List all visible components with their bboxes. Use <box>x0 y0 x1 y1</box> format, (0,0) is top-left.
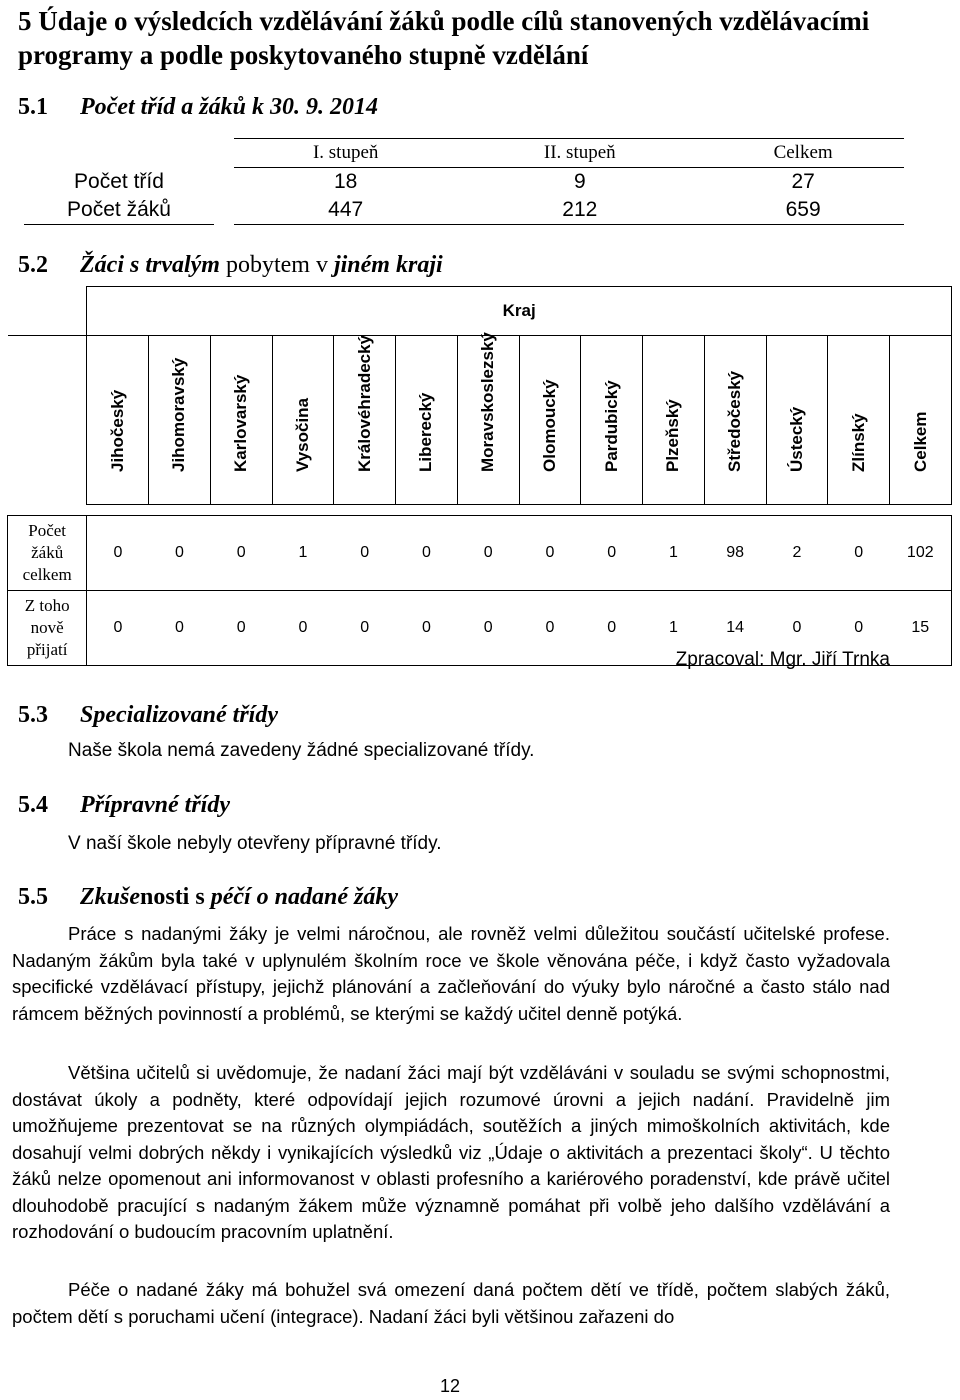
cell: 0 <box>828 516 890 591</box>
region-header <box>704 336 766 505</box>
region-label: Středočeský <box>725 370 745 472</box>
section-title-part: nosti s <box>140 884 205 910</box>
cell: 0 <box>828 591 890 666</box>
region-label: Ústecký <box>786 406 806 472</box>
cell: 1 <box>272 516 334 591</box>
region-label: Jihočeský <box>107 389 127 472</box>
section-5-4-text: V naší škole nebyly otevřeny přípravné třídy. <box>68 833 442 854</box>
col-header: Celkem <box>702 139 904 168</box>
col-header: I. stupeň <box>234 139 457 168</box>
row-label: Počet žáků celkem <box>8 516 87 591</box>
col-header: II. stupeň <box>457 139 702 168</box>
cell: 0 <box>581 591 643 666</box>
region-label: Celkem <box>910 411 930 472</box>
region-header <box>828 336 890 505</box>
region-header <box>519 336 581 505</box>
classes-pupils-table <box>24 138 904 225</box>
cell: 1 <box>643 591 705 666</box>
region-header <box>890 336 952 505</box>
region-label: Královéhradecký <box>354 334 374 472</box>
table-row <box>24 168 904 197</box>
section-5-2-heading <box>18 250 443 280</box>
cell: 0 <box>334 591 396 666</box>
cell: 0 <box>457 516 519 591</box>
section-5-3-heading <box>18 700 278 730</box>
cell: 102 <box>890 516 952 591</box>
region-header <box>334 336 396 505</box>
cell: 0 <box>519 516 581 591</box>
chapter-heading: 5 Údaje o výsledcích vzdělávání žáků podle cílů stanovených vzdělávacími programy a podle poskytovaného stupně vzdělání <box>18 6 870 70</box>
paragraph: Péče o nadané žáky má bohužel svá omezení daná počtem dětí ve třídě, počtem slabých žáků, počtem dětí s poruchami učení (integrace). Nadaní žáci byli většinou zařazeni do <box>12 1279 890 1327</box>
region-label: Liberecký <box>416 392 436 472</box>
cell: 0 <box>149 591 211 666</box>
region-header <box>766 336 828 505</box>
section-title-part: jiném kraji <box>333 252 443 278</box>
cell: 0 <box>87 591 149 666</box>
table-row <box>8 516 952 591</box>
region-label: Moravskoslezský <box>478 332 498 472</box>
section-title-part: Žáci s trvalým <box>80 252 220 278</box>
paragraph: Práce s nadanými žáky je velmi náročnou, ale rovněž velmi důležitou součástí učitelské profese. Nadaným žákům byla také v uplynulém školním roce ve škole věnována péče, i když často vyžadovala specifické vzdělávací přístupy, jejichž plánování a začleňování do výuky bylo náročné a často stálo nad rámcem běžných povinností a problémů, se kterými se každý učitel denně potýká. <box>12 923 890 1024</box>
section-title-part: péčí o nadané žáky <box>210 884 398 910</box>
region-label: Vysočina <box>292 397 312 472</box>
region-label: Olomoucký <box>539 379 559 472</box>
region-header <box>210 336 272 505</box>
cell: 0 <box>457 591 519 666</box>
regions-table <box>7 286 952 666</box>
section-title-part: pobytem v <box>225 252 328 278</box>
section-title: Specializované třídy <box>80 702 278 728</box>
region-label: Karlovarský <box>231 374 251 472</box>
section-number: 5.5 <box>18 884 48 910</box>
region-header <box>581 336 643 505</box>
cell: 0 <box>210 516 272 591</box>
section-5-1-heading <box>18 92 378 122</box>
section-number: 5.4 <box>18 792 48 818</box>
section-5-4-heading <box>18 790 230 820</box>
cell: 0 <box>519 591 581 666</box>
group-header-kraj: Kraj <box>87 287 952 336</box>
cell: 15 <box>890 591 952 666</box>
cell: 98 <box>704 516 766 591</box>
region-label: Plzeňský <box>663 399 683 472</box>
section-number: 5.2 <box>18 252 48 278</box>
region-label: Zlínský <box>848 413 868 472</box>
region-header <box>643 336 705 505</box>
row-label: Z toho nově přijatí <box>8 591 87 666</box>
section-number: 5.3 <box>18 702 48 728</box>
cell: 14 <box>704 591 766 666</box>
cell: 0 <box>210 591 272 666</box>
cell: 0 <box>272 591 334 666</box>
cell: 2 <box>766 516 828 591</box>
region-label: Jihomoravský <box>169 357 189 472</box>
section-title-part: Zkuše <box>80 884 140 910</box>
section-5-5-heading <box>18 882 398 912</box>
cell: 0 <box>149 516 211 591</box>
table-row <box>24 196 904 225</box>
cell: 1 <box>643 516 705 591</box>
section-title: Počet tříd a žáků k 30. 9. 2014 <box>80 94 378 120</box>
section-title: Přípravné třídy <box>80 792 230 818</box>
cell: 0 <box>334 516 396 591</box>
row-label: Počet žáků <box>24 196 214 225</box>
region-header <box>149 336 211 505</box>
cell: 18 <box>333 170 358 193</box>
cell: 0 <box>581 516 643 591</box>
cell: 0 <box>396 516 458 591</box>
cell: 0 <box>396 591 458 666</box>
region-header <box>457 332 519 505</box>
page-number: 12 <box>440 1376 461 1396</box>
region-header <box>87 336 149 505</box>
cell: 447 <box>234 196 457 225</box>
processed-by-note: Zpracoval: Mgr. Jiří Trnka <box>675 649 890 670</box>
region-label: Pardubický <box>601 380 621 472</box>
region-header <box>396 336 458 505</box>
row-label: Počet tříd <box>74 169 164 193</box>
section-5-3-text: Naše škola nemá zavedeny žádné specializované třídy. <box>68 740 535 761</box>
cell: 9 <box>573 170 586 193</box>
cell: 659 <box>702 196 904 225</box>
section-number: 5.1 <box>18 94 48 120</box>
cell: 27 <box>791 170 815 193</box>
region-header <box>272 336 334 505</box>
cell: 0 <box>766 591 828 666</box>
paragraph: Většina učitelů si uvědomuje, že nadaní žáci mají být vzděláváni v souladu se svými schopnostmi, dostávat úkoly a podněty, které odpovídají jejich rozumové úrovni a jejich nadání. Pravidelně jim umožňujeme prezentovat se na různých olympiádách, soutěžích a jiných mimoškolních aktivitách, kde dosahují velmi dobrých někdy i vynikajících výsledků viz „Údaje o aktivitách a prezentaci školy“. U těchto žáků nelze opomenout ani informovanost v oblasti profesního a kariérového poradenství, kde právě učitel dlouhodobě pracující s nadaným žákem může významně pomáhat při volbě jeho dalšího vzdělávání a rozhodování o budoucím pracovním uplatnění. <box>12 1062 890 1242</box>
cell: 0 <box>87 516 149 591</box>
cell: 212 <box>457 196 702 225</box>
